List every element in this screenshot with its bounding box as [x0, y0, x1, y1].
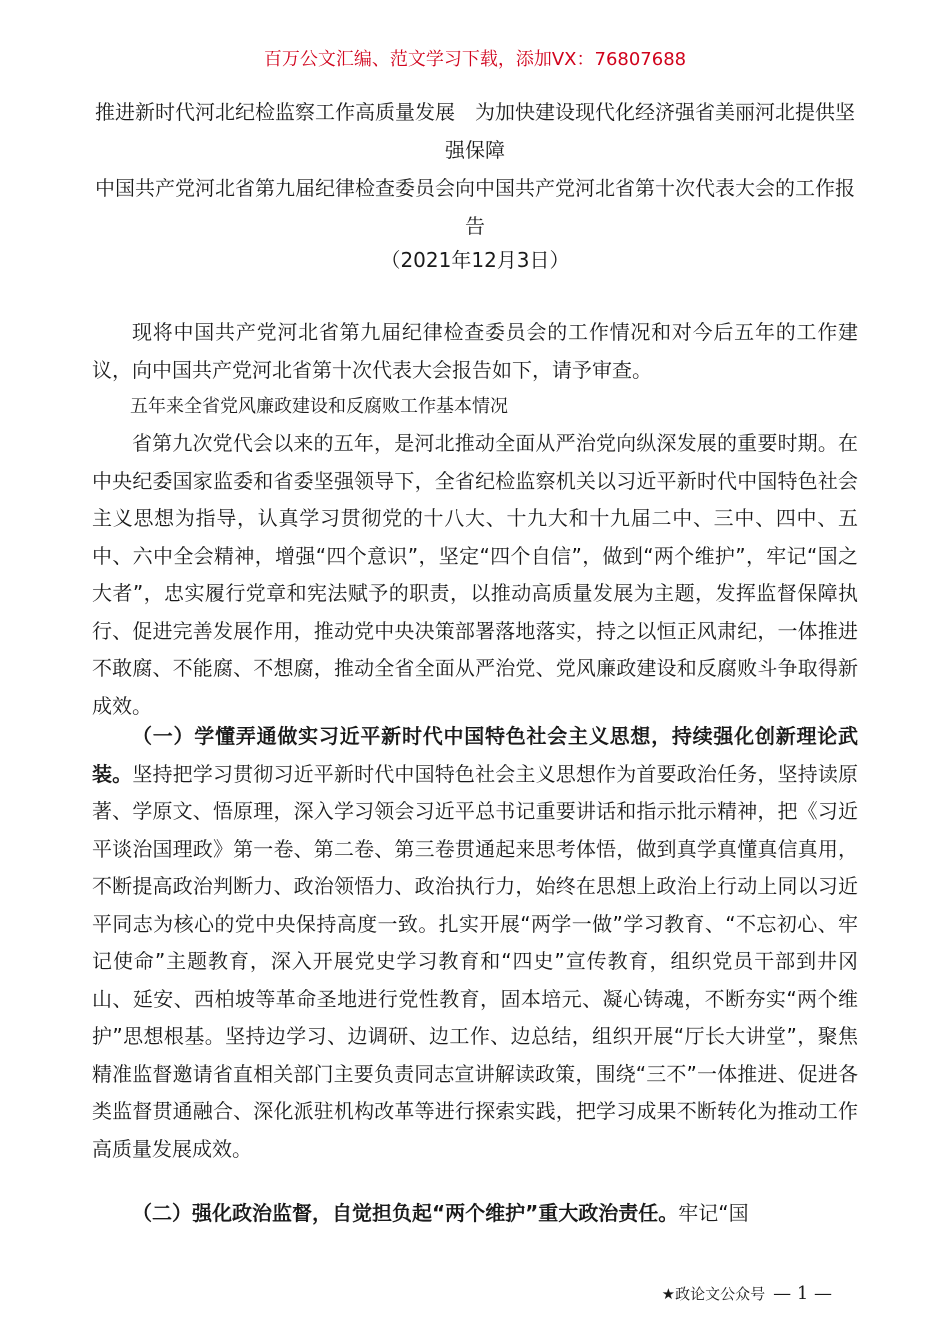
- item2-heading: （二）强化政治监督，自觉担负起“两个维护”重大政治责任。: [132, 1201, 679, 1225]
- footer-source: ★政论文公众号: [661, 1285, 766, 1303]
- document-subtitle: 中国共产党河北省第九届纪律检查委员会向中国共产党河北省第十次代表大会的工作报告: [95, 176, 855, 238]
- document-title: 推进新时代河北纪检监察工作高质量发展 为加快建设现代化经济强省美丽河北提供坚强保障: [95, 100, 855, 162]
- item1-heading: （一）学懂弄通做实习近平新时代中国特色社会主义思想，持续强化创新理论武装。: [92, 724, 858, 786]
- item2-text: 牢记“国: [678, 1201, 749, 1225]
- intro-paragraph: 现将中国共产党河北省第九届纪律检查委员会的工作情况和对今后五年的工作建议，向中国共产党河北省第十次代表大会报告如下，请予审查。: [92, 320, 858, 382]
- section-heading: 五年来全省党风廉政建设和反腐败工作基本情况: [130, 396, 508, 417]
- item1-paragraph: [92, 718, 858, 1168]
- item1-text: 坚持把学习贯彻习近平新时代中国特色社会主义思想作为首要政治任务，坚持读原著、学原文、悟原理，深入学习领会习近平总书记重要讲话和指示批示精神，把《习近平谈治国理政》第一卷、第二卷、第三卷贯通起来思考体悟，做到真学真懂真信真用，不断提高政治判断力、政治领悟力、政治执行力，始终在思想上政治上行动上同以习近平同志为核心的党中央保持高度一致。扎实开展“两学一做”学习教育、“不忘初心、牢记使命”主题教育，深入开展党史学习教育和“四史”宣传教育，组织党员干部到井冈山、延安、西柏坡等革命圣地进行党性教育，固本培元、凝心铸魂，不断夯实“两个维护”思想根基。坚持边学习、边调研、边工作、边总结，组织开展“厅长大讲堂”，聚焦精准监督邀请省直相关部门主要负责同志宣讲解读政策，围绕“三不”一体推进、促进各类监督贯通融合、深化派驻机构改革等进行探索实践，把学习成果不断转化为推动工作高质量发展成效。: [92, 761, 859, 1161]
- page-footer: [662, 1282, 832, 1306]
- page-number: — 1 —: [773, 1283, 832, 1304]
- item2-paragraph: [92, 1195, 858, 1233]
- document-date: （2021年12月3日）: [380, 248, 570, 272]
- watermark-banner: 百万公文汇编、范文学习下载，添加VX：76807688: [263, 49, 687, 70]
- overview-paragraph: 省第九次党代会以来的五年，是河北推动全面从严治党向纵深发展的重要时期。在中央纪委国家监委和省委坚强领导下，全省纪检监察机关以习近平新时代中国特色社会主义思想为指导，认真学习贯彻党的十八大、十九大和十九届二中、三中、四中、五中、六中全会精神，增强“四个意识”，坚定“四个自信”，做到“两个维护”，牢记“国之大者”，忠实履行党章和宪法赋予的职责，以推动高质量发展为主题，发挥监督保障执行、促进完善发展作用，推动党中央决策部署落地落实，持之以恒正风肃纪，一体推进不敢腐、不能腐、不想腐，推动全省全面从严治党、党风廉政建设和反腐败斗争取得新成效。: [92, 431, 858, 718]
